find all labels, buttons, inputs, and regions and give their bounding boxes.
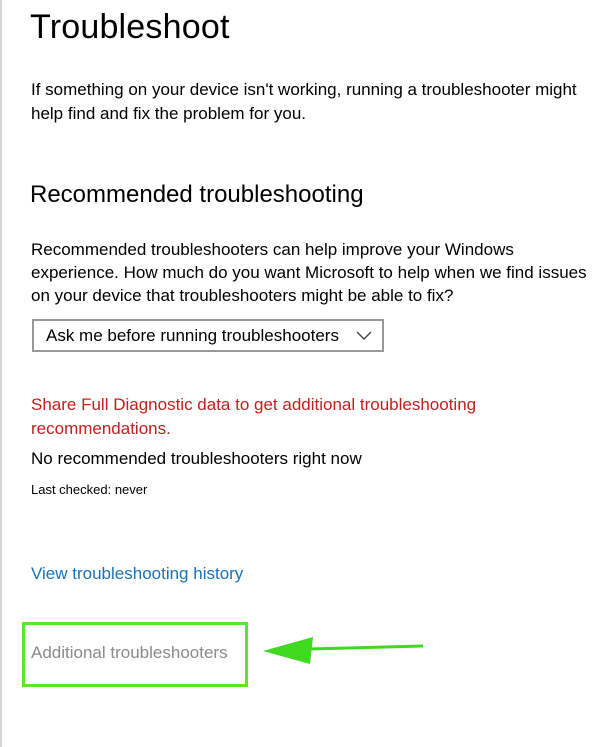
- chevron-down-icon: [356, 329, 372, 341]
- arrow-left-icon: [258, 630, 428, 670]
- last-checked-text: Last checked: never: [31, 482, 148, 497]
- additional-troubleshooters-link[interactable]: Additional troubleshooters: [31, 643, 228, 662]
- view-history-link[interactable]: View troubleshooting history: [31, 564, 244, 583]
- window-left-border: [0, 0, 2, 747]
- recommended-section-title: Recommended troubleshooting: [30, 181, 364, 208]
- recommended-description: Recommended troubleshooters can help improve your Windows experience. How much do you want Microsoft to help when we find issues on your device that troubleshooters might be able to fix?: [31, 240, 587, 305]
- recommended-status: No recommended troubleshooters right now: [31, 449, 362, 468]
- troubleshooter-preference-dropdown[interactable]: [32, 319, 384, 352]
- dropdown-selected-value: Ask me before running troubleshooters: [46, 325, 339, 345]
- share-diagnostic-data-link[interactable]: Share Full Diagnostic data to get additional troubleshooting recommendations.: [31, 395, 477, 438]
- intro-text: If something on your device isn't working, running a troubleshooter might help find and fix the problem for you.: [31, 80, 577, 123]
- page-title: Troubleshoot: [30, 8, 230, 46]
